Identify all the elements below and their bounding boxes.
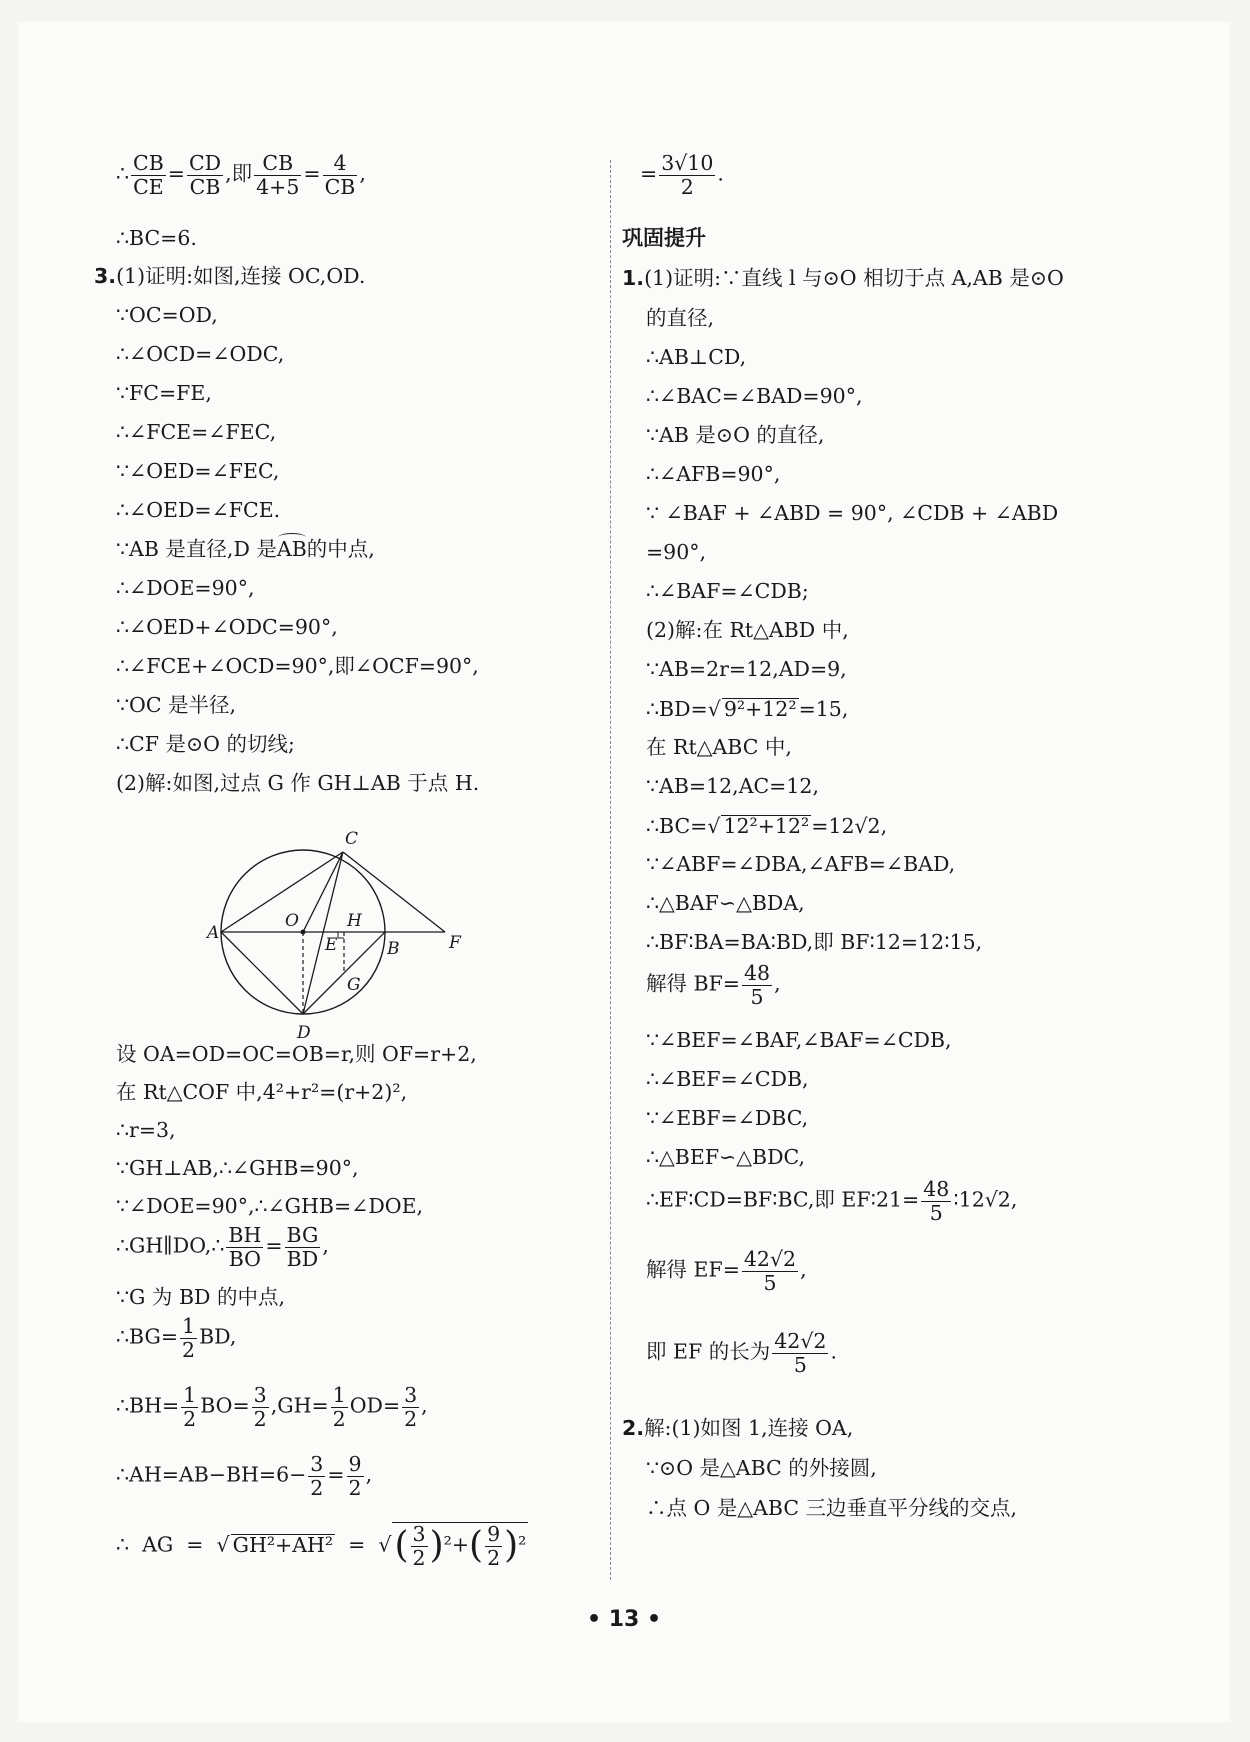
line: ∵∠BEF=∠BAF,∠BAF=∠CDB, (646, 1028, 952, 1052)
line: ∴BC=6. (116, 226, 197, 250)
line: 的直径, (646, 306, 715, 330)
line-bf: 解得 BF= $\frac{48}{5}$ , (646, 961, 781, 1009)
line: ∴∠BAF=∠CDB; (646, 579, 809, 603)
label-g: G (347, 975, 361, 995)
line-ef: 解得 EF= $\frac{42√2}{5}$ , (646, 1247, 807, 1295)
line: ∵∠ABF=∠DBA,∠AFB=∠BAD, (646, 852, 956, 876)
label-h: H (347, 911, 362, 931)
line: ∴∠BEF=∠CDB, (646, 1067, 809, 1091)
line: ∵AB 是⊙O 的直径, (646, 423, 825, 447)
line: ∵AB=12,AC=12, (646, 774, 819, 798)
problem-3: 3.(1)证明:如图,连接 OC,OD. (94, 264, 366, 288)
line: ∵GH⊥AB,∴∠GHB=90°, (116, 1156, 359, 1180)
line: 在 Rt△ABC 中, (646, 735, 792, 759)
line: (2)解:如图,过点 G 作 GH⊥AB 于点 H. (116, 771, 480, 795)
line: ∴r=3, (116, 1118, 176, 1142)
line: ∵AB=2r=12,AD=9, (646, 657, 847, 681)
line: ∴∠OED+∠ODC=90°, (116, 615, 338, 639)
line-bh: ∴BH= $\frac{1}{2}$ BO= $\frac{3}{2}$ ,GH= $\frac{1}{2}$ OD= $\frac{3}{2}$ , (116, 1383, 428, 1431)
line: ∴△BEF∽△BDC, (646, 1145, 805, 1169)
geometry-diagram (207, 812, 513, 1057)
label-f: F (449, 933, 461, 953)
line-ag: ∴ AG = √ GH²+AH² = √( $\frac{3}{2}$ )²+( $\frac{9}{2}$ )² (116, 1522, 527, 1570)
line-ef-ratio: ∴EF∶CD=BF∶BC,即 EF∶21= $\frac{48}{5}$ ∶12√2, (646, 1177, 1018, 1225)
line: (2)解:在 Rt△ABD 中, (646, 618, 849, 642)
column-divider (610, 160, 611, 1580)
label-o: O (285, 911, 299, 931)
problem-2: 2.解:(1)如图 1,连接 OA, (622, 1416, 854, 1440)
line-result: = $\frac{3√10}{2}$ . (640, 151, 724, 199)
line: ∴∠DOE=90°, (116, 576, 255, 600)
label-c: C (345, 829, 359, 849)
line-ef-length: 即 EF 的长为 $\frac{42√2}{5}$ . (646, 1329, 837, 1377)
line-ratio-cb: ∴ $\frac{CB}{CE}$ = $\frac{CD}{CB}$ ,即 $\frac{CB}{4+5}$ = $\frac{4}{CB}$ , (116, 151, 366, 199)
line: ∵OC 是半径, (116, 693, 237, 717)
line: ∵∠DOE=90°,∴∠GHB=∠DOE, (116, 1194, 424, 1218)
line: ∴点 O 是△ABC 三边垂直平分线的交点, (646, 1496, 1018, 1520)
segment-co (303, 852, 343, 932)
problem-1: 1.(1)证明:∵直线 l 与⊙O 相切于点 A,AB 是⊙O (622, 266, 1064, 290)
line-ratio-bh: ∴GH∥DO,∴ $\frac{BH}{BO}$ = $\frac{BG}{BD}$ , (116, 1223, 329, 1271)
right-angle-mark (338, 932, 344, 938)
line-bd: ∴BD=√ 9²+12²=15, (646, 697, 849, 721)
label-b: B (387, 939, 400, 959)
label-d: D (297, 1023, 311, 1043)
segment-ad (221, 932, 303, 1014)
label-e: E (325, 935, 338, 955)
line: ∴∠FCE=∠FEC, (116, 420, 277, 444)
point-o (301, 930, 306, 935)
segment-ac (221, 852, 343, 932)
line: ∵∠OED=∠FEC, (116, 459, 280, 483)
line: 在 Rt△COF 中,4²+r²=(r+2)², (116, 1080, 408, 1104)
line: ∵ ∠BAF + ∠ABD = 90°, ∠CDB + ∠ABD (646, 501, 1059, 525)
section-heading: 巩固提升 (622, 226, 706, 250)
line-ah: ∴AH=AB−BH=6− $\frac{3}{2}$ = $\frac{9}{2}$ , (116, 1452, 373, 1500)
line: ∴BF∶BA=BA∶BD,即 BF∶12=12∶15, (646, 930, 983, 954)
line: ∵⊙O 是△ABC 的外接圆, (646, 1456, 877, 1480)
line: =90°, (646, 540, 707, 564)
line: ∴∠AFB=90°, (646, 462, 781, 486)
line: ∴AB⊥CD, (646, 345, 747, 369)
line: 设 OA=OD=OC=OB=r,则 OF=r+2, (116, 1042, 477, 1066)
line-bc: ∴BC=√ 12²+12²=12√2, (646, 814, 888, 838)
line: ∵∠EBF=∠DBC, (646, 1106, 809, 1130)
line: ∴∠OCD=∠ODC, (116, 342, 285, 366)
line: ∵FC=FE, (116, 381, 212, 405)
line: ∴△BAF∽△BDA, (646, 891, 805, 915)
line: ∵G 为 BD 的中点, (116, 1285, 285, 1309)
line: ∵AB 是直径,D 是AB的中点, (116, 537, 375, 561)
label-a: A (207, 923, 220, 943)
line-bg: ∴BG= $\frac{1}{2}$ BD, (116, 1314, 237, 1362)
page-number: • 13 • (586, 1607, 662, 1632)
page (18, 22, 1230, 1722)
line: ∴∠FCE+∠OCD=90°,即∠OCF=90°, (116, 654, 479, 678)
segment-cd (303, 852, 343, 1014)
line: ∴∠BAC=∠BAD=90°, (646, 384, 863, 408)
line: ∵OC=OD, (116, 303, 218, 327)
line: ∴CF 是⊙O 的切线; (116, 732, 295, 756)
line: ∴∠OED=∠FCE. (116, 498, 281, 522)
